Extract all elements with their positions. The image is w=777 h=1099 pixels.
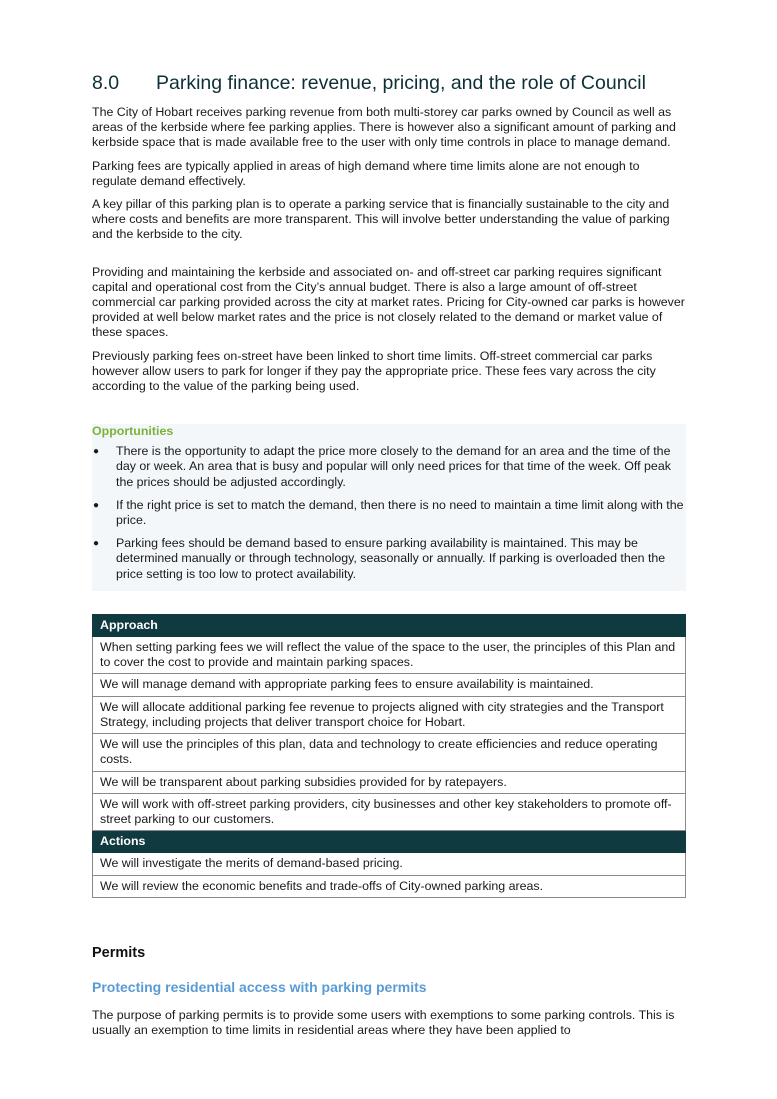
paragraph: A key pillar of this parking plan is to operate a parking service that is financially sustainable to the city and where costs and benefits are more transparent. This will involve better understanding the value of parking and the kerbside to the city.: [92, 197, 670, 242]
table-row: [93, 734, 686, 771]
paragraph: Providing and maintaining the kerbside and associated on- and off-street car parking requires significant capital and operational cost from the City’s annual budget. There is also a large amount of off-street commercial car parking provided across the city at market rates. Pricing for City-owned car parks is however provided at well below market rates and the price is not closely related to the demand or market value of these spaces.: [92, 264, 685, 340]
section-number: 8.0: [92, 72, 120, 94]
approach-actions-table: [92, 614, 686, 898]
paragraph: Parking fees are typically applied in areas of high demand where time limits alone are not enough to regulate demand effectively.: [92, 158, 640, 188]
table-cell: We will allocate additional parking fee revenue to projects aligned with city strategies and the Transport Strategy, including projects that deliver transport choice for Hobart.: [93, 696, 686, 733]
section-title: Parking finance: revenue, pricing, and the role of Council: [156, 72, 646, 94]
opportunities-box: [92, 424, 686, 591]
bullet-icon: ●: [93, 538, 100, 550]
table-row: [93, 771, 686, 793]
table-row: [93, 853, 686, 875]
paragraph: The City of Hobart receives parking revenue from both multi-storey car parks owned by Council as well as areas of the kerbside where fee parking applies. There is however also a significant amount of parking and kerbside space that is made available free to the user with only time controls in place to manage demand.: [92, 105, 676, 150]
paragraph: Previously parking fees on-street have been linked to short time limits. Off-street commercial car parks however allow users to park for longer if they pay the appropriate price. These fees vary across the city according to the value of the parking being used.: [92, 348, 656, 394]
table-header-row: [93, 614, 686, 636]
table-cell: We will manage demand with appropriate parking fees to ensure availability is maintained.: [93, 674, 686, 696]
table-row: [93, 875, 686, 897]
list-item: [92, 498, 686, 528]
table-header-row: [93, 831, 686, 853]
opportunities-title: Opportunities: [92, 424, 174, 439]
bullet-icon: ●: [93, 446, 100, 458]
opportunities-list: [92, 444, 686, 582]
actions-header: Actions: [93, 831, 686, 853]
list-item-text: If the right price is set to match the demand, then there is no need to maintain a time limit along with the price.: [116, 497, 684, 528]
document-page: [92, 70, 686, 1046]
list-item-text: There is the opportunity to adapt the price more closely to the demand for an area and the time of the day or week. An area that is busy and popular will only need prices for that time of the week. Off peak the prices should be adjusted accordingly.: [116, 444, 671, 489]
permits-heading: Permits: [92, 944, 146, 961]
table-row: [93, 696, 686, 733]
table-cell: We will review the economic benefits and trade-offs of City-owned parking areas.: [93, 875, 686, 897]
bullet-icon: ●: [93, 499, 100, 511]
paragraph: The purpose of parking permits is to provide some users with exemptions to some parking controls. This is usually an exemption to time limits in residential areas where they have been applied to: [92, 1007, 675, 1037]
list-item: [92, 536, 686, 582]
table-row: [93, 793, 686, 830]
section-heading: [92, 70, 686, 96]
approach-header: Approach: [93, 614, 686, 636]
table-cell: We will use the principles of this plan, data and technology to create efficiencies and reduce operating costs.: [93, 734, 686, 771]
list-item: [92, 444, 686, 490]
permits-subheading: Protecting residential access with parking permits: [92, 978, 427, 995]
table-row: [93, 674, 686, 696]
table-cell: We will work with off-street parking providers, city businesses and other key stakeholders to promote off-street parking to our customers.: [93, 793, 686, 830]
table-row: [93, 637, 686, 674]
list-item-text: Parking fees should be demand based to ensure parking availability is maintained. This may be determined manually or through technology, seasonally or annually. If parking is overloaded then the price setting is too low to protect availability.: [116, 536, 666, 581]
table-cell: When setting parking fees we will reflect the value of the space to the user, the principles of this Plan and to cover the cost to provide and maintain parking spaces.: [93, 637, 686, 674]
table-cell: We will investigate the merits of demand-based pricing.: [93, 853, 686, 875]
table-cell: We will be transparent about parking subsidies provided for by ratepayers.: [93, 771, 686, 793]
